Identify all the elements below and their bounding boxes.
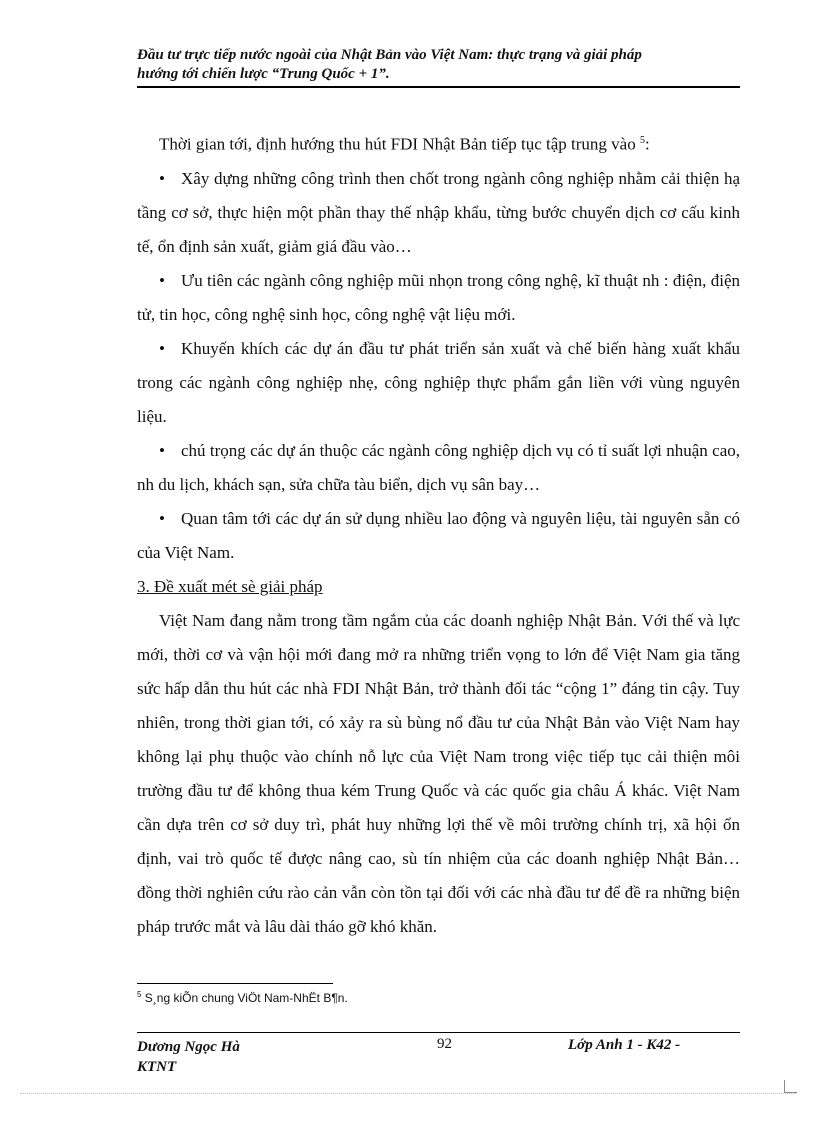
footnote bbox=[137, 990, 348, 1005]
bullet-text: Khuyến khích các dự án đầu tư phát triển sản xuất và chế biến hàng xuất khẩu trong các ngành công nghiệp nhẹ, công nghiệp thực phẩm gắn liền với vùng nguyên liệu. bbox=[137, 338, 740, 426]
bullet-item bbox=[137, 434, 740, 502]
solution-paragraph: Việt Nam đang nằm trong tầm ngắm của các doanh nghiệp Nhật Bản. Với thế và lực mới, thời cơ và vận hội mới đang mở ra những triển vọng to lớn để Việt Nam gia tăng sức hấp dẫn thu hút các nhà FDI Nhật Bản, trở thành đối tác “cộng 1” đáng tin cậy. Tuy nhiên, trong thời gian tới, có xảy ra sù bùng nổ đầu tư của Nhật Bản vào Việt Nam hay không lại phụ thuộc vào chính nỗ lực của Việt Nam trong việc tiếp tục cải thiện môi trường đầu tư để không thua kém Trung Quốc và các quốc gia châu Á khác. Việt Nam cần dựa trên cơ sở duy trì, phát huy những lợi thế về môi trường chính trị, xã hội ổn định, vai trò quốc tế được nâng cao, sù tín nhiệm của các doanh nghiệp Nhật Bản…đồng thời nghiên cứu rào cản vẫn còn tồn tại đối với các nhà đầu tư để đề ra những biện pháp trước mắt và lâu dài tháo gỡ khó khăn. bbox=[137, 610, 740, 936]
bullet-text: Xây dựng những công trình then chốt trong ngành công nghiệp nhằm cải thiện hạ tầng cơ sở, thực hiện một phần thay thế nhập khẩu, từng bước chuyển dịch cơ cấu kinh tế, ổn định sản xuất, giảm giá đầu vào… bbox=[137, 168, 740, 256]
intro-colon: : bbox=[644, 134, 650, 154]
bullet-dot-icon: • bbox=[159, 270, 165, 290]
running-header bbox=[137, 46, 740, 88]
footer-author bbox=[137, 1037, 240, 1077]
bullet-text: chú trọng các dự án thuộc các ngành công nghiệp dịch vụ có tỉ suất lợi nhuận cao, nh du lịch, khách sạn, sửa chữa tàu biển, dịch vụ sân bay… bbox=[137, 440, 740, 494]
bullet-dot-icon: • bbox=[159, 440, 165, 460]
intro-paragraph bbox=[137, 124, 740, 162]
bullet-dot-icon: • bbox=[159, 338, 165, 358]
page-boundary-line bbox=[20, 1093, 796, 1094]
footer-divider bbox=[137, 1032, 740, 1033]
author-name: Dương Ngọc Hà bbox=[137, 1039, 240, 1055]
bullet-item bbox=[137, 332, 740, 434]
bullet-item bbox=[137, 264, 740, 332]
author-dept: KTNT bbox=[137, 1059, 177, 1075]
footnote-text: S¸ng kiÕn chung ViÖt Nam-NhËt B¶n. bbox=[144, 991, 348, 1005]
bullet-dot-icon: • bbox=[159, 508, 165, 528]
footnote-divider bbox=[137, 983, 333, 984]
page-number: 92 bbox=[437, 1036, 452, 1052]
header-title-line-2: hướng tới chiến lược “Trung Quốc + 1”. bbox=[137, 66, 390, 82]
footnote-reference: 5 bbox=[639, 135, 645, 146]
body-text bbox=[137, 124, 740, 944]
intro-text: Thời gian tới, định hướng thu hút FDI Nhật Bản tiếp tục tập trung vào bbox=[159, 134, 636, 154]
footnote-number: 5 bbox=[137, 990, 142, 999]
class-label: Lớp Anh 1 - K42 - bbox=[568, 1037, 681, 1053]
bullet-text: Ưu tiên các ngành công nghiệp mũi nhọn trong công nghệ, kĩ thuật nh : điện, điện tử, tin học, công nghệ sinh học, công nghệ vật liệu mới. bbox=[137, 270, 740, 324]
bullet-text: Quan tâm tới các dự án sử dụng nhiều lao động và nguyên liệu, tài nguyên sẵn có của Việt Nam. bbox=[137, 508, 740, 562]
header-title-line-1: Đầu tư trực tiếp nước ngoài của Nhật Bản vào Việt Nam: thực trạng và giải pháp bbox=[137, 47, 642, 63]
bullet-item bbox=[137, 162, 740, 264]
page-corner-mark bbox=[784, 1080, 797, 1093]
bullet-item bbox=[137, 502, 740, 570]
bullet-dot-icon: • bbox=[159, 168, 165, 188]
section-title: 3. Đề xuất mét sè giải pháp bbox=[137, 576, 323, 596]
